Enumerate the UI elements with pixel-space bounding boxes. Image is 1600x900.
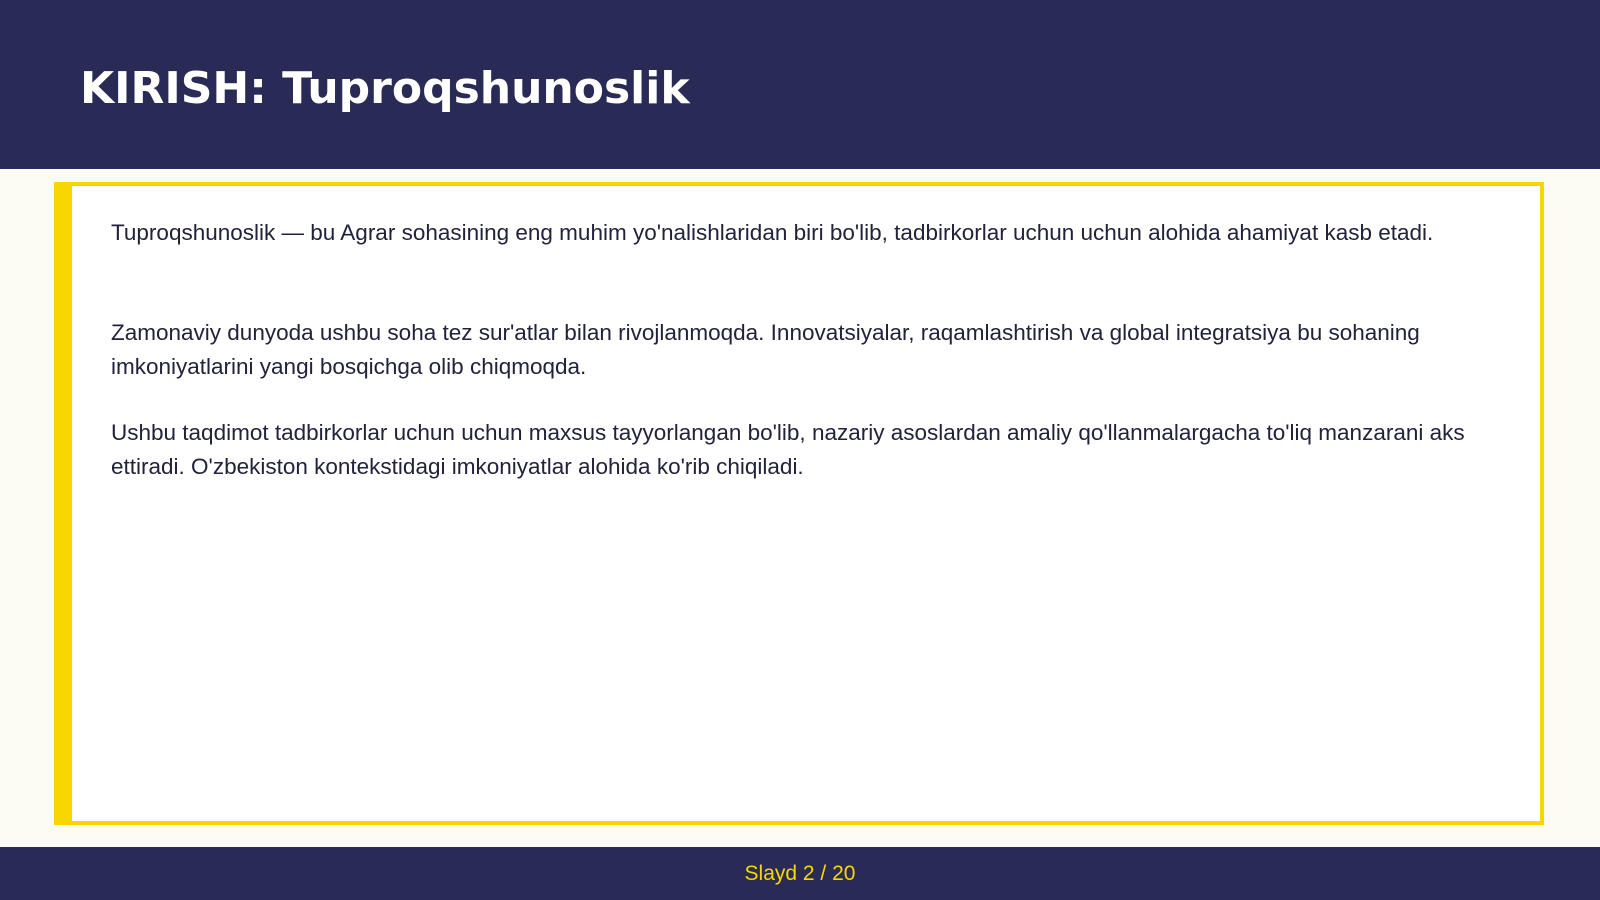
slide-title: KIRISH: Tuproqshunoslik xyxy=(80,63,690,114)
paragraph-modern-world: Zamonaviy dunyoda ushbu soha tez sur'atlar bilan rivojlanmoqda. Innovatsiyalar, raqamlashtirish va global integratsiya bu sohaning imkoniyatlarini yangi bosqichga olib chiqmoqda. xyxy=(111,320,1420,379)
slide-header xyxy=(0,0,1600,169)
slide-counter: Slayd 2 / 20 xyxy=(744,862,856,885)
slide-footer xyxy=(0,847,1600,900)
content-box xyxy=(54,182,1544,825)
paragraph-intro: Tuproqshunoslik — bu Agrar sohasining eng muhim yo'nalishlaridan biri bo'lib, tadbirkorlar uchun uchun alohida ahamiyat kasb etadi. xyxy=(111,220,1434,245)
paragraph-presentation-purpose: Ushbu taqdimot tadbirkorlar uchun uchun maxsus tayyorlangan bo'lib, nazariy asoslardan amaliy qo'llanmalargacha to'liq manzarani aks ettiradi. O'zbekiston kontekstidagi imkoniyatlar alohida ko'rib chiqiladi. xyxy=(111,420,1465,479)
